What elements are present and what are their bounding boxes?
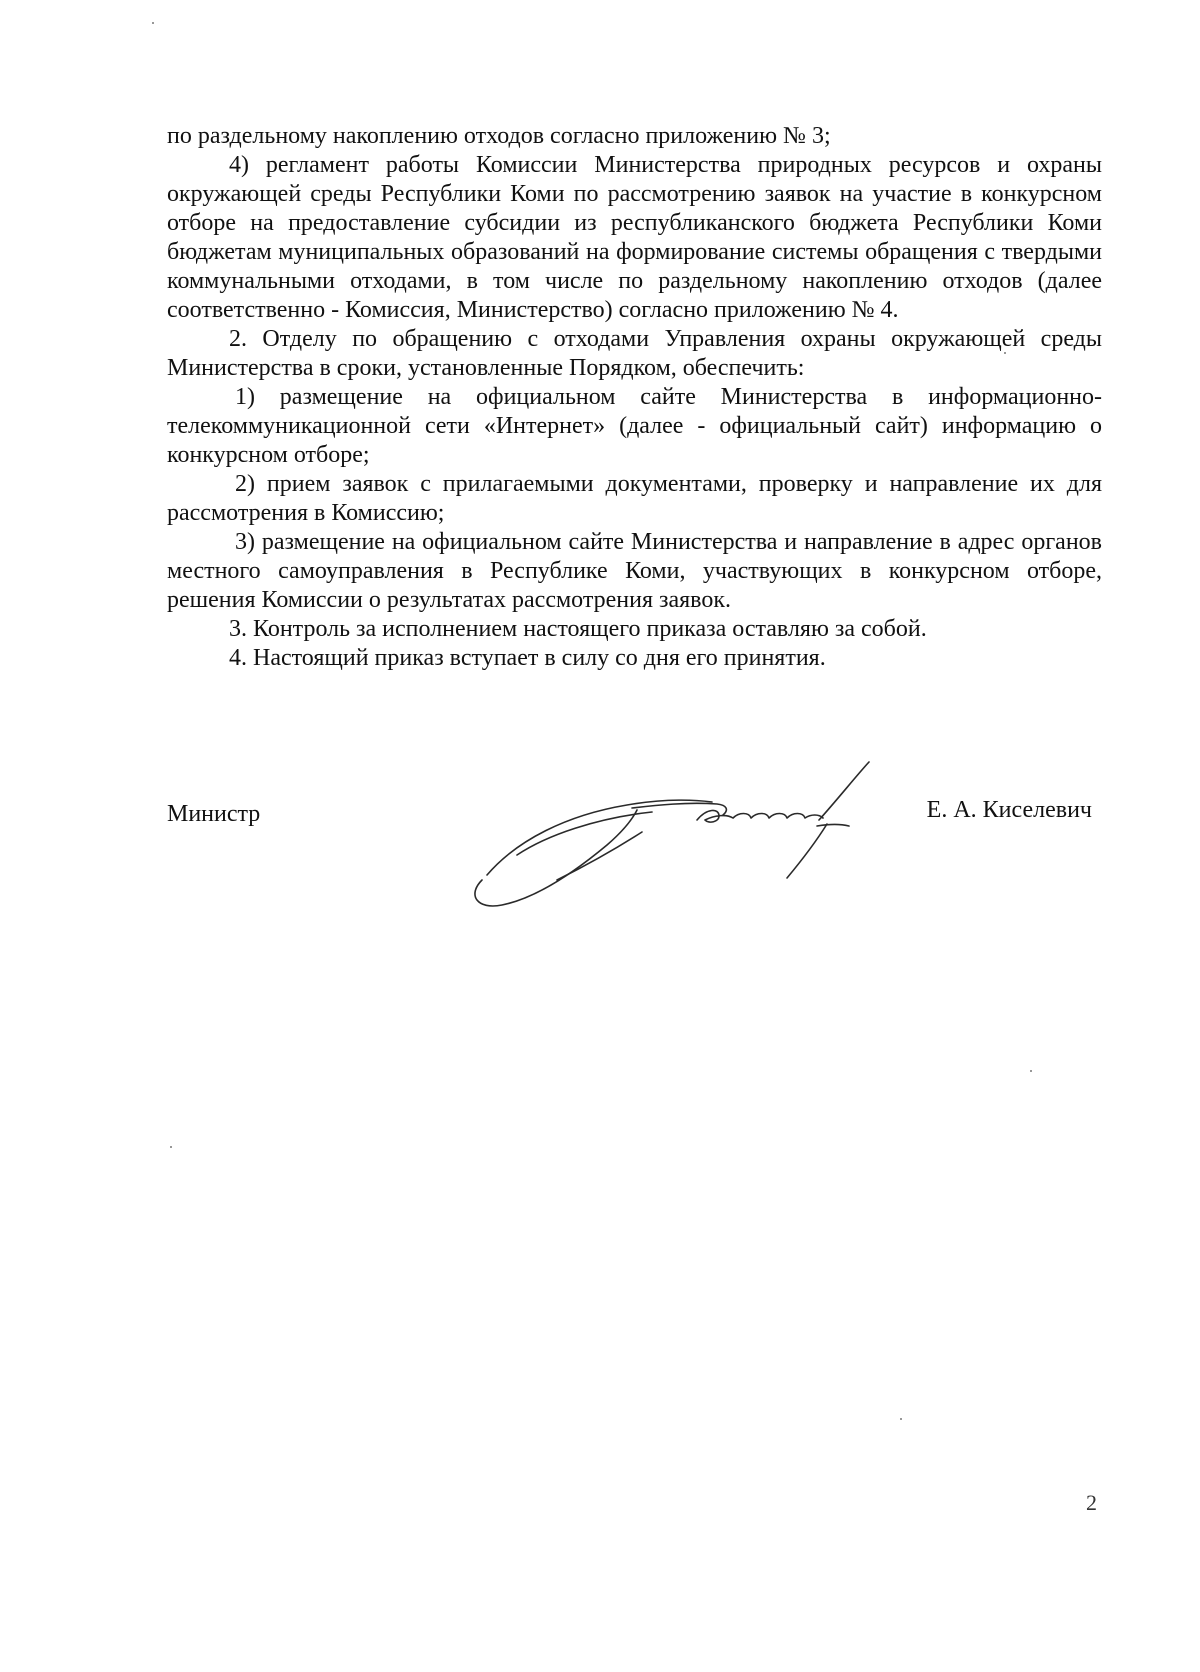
- paragraph-section-4: 4. Настоящий приказ вступает в силу со дня его принятия.: [229, 645, 826, 671]
- paragraph-subitem-1: 1) размещение на официальном сайте Министерства в информационно-телекоммуникационной сети «Интернет» (далее - официальный сайт) информацию о конкурсном отборе;: [167, 384, 1102, 468]
- document-body: [167, 122, 1102, 673]
- scan-speck: [1030, 1070, 1032, 1072]
- scan-speck: [170, 1146, 172, 1148]
- signatory-name: Е. А. Киселевич: [926, 797, 1092, 823]
- paragraph-subitem-2: 2) прием заявок с прилагаемыми документами, проверку и направление их для рассмотрения в Комиссию;: [167, 471, 1102, 526]
- scan-speck: [1004, 352, 1006, 354]
- scan-speck: [152, 22, 154, 24]
- paragraph-section-3: 3. Контроль за исполнением настоящего приказа оставляю за собой.: [229, 616, 927, 642]
- page-number: 2: [1086, 1490, 1097, 1515]
- signature-block: [167, 797, 1102, 940]
- handwritten-signature: [457, 760, 877, 910]
- paragraph-subitem-3: 3) размещение на официальном сайте Министерства и направление в адрес органов местного самоуправления в Республике Коми, участвующих в конкурсном отборе, решения Комиссии о результатах рассмотрения заявок.: [167, 529, 1102, 613]
- paragraph-item-4: 4) регламент работы Комиссии Министерства природных ресурсов и охраны окружающей среды Республики Коми по рассмотрению заявок на участие в конкурсном отборе на предоставление субсидии из республиканского бюджета Республики Коми бюджетам муниципальных образований на формирование системы обращения с твердыми коммунальными отходами, в том числе по раздельному накоплению отходов (далее соответственно - Комиссия, Министерство) согласно приложению № 4.: [167, 152, 1102, 323]
- signatory-title: Министр: [167, 801, 261, 827]
- paragraph-continuation: по раздельному накоплению отходов согласно приложению № 3;: [167, 123, 831, 149]
- scan-speck: [900, 1418, 902, 1420]
- paragraph-section-2: 2. Отделу по обращению с отходами Управления охраны окружающей среды Министерства в сроки, установленные Порядком, обеспечить:: [167, 326, 1102, 381]
